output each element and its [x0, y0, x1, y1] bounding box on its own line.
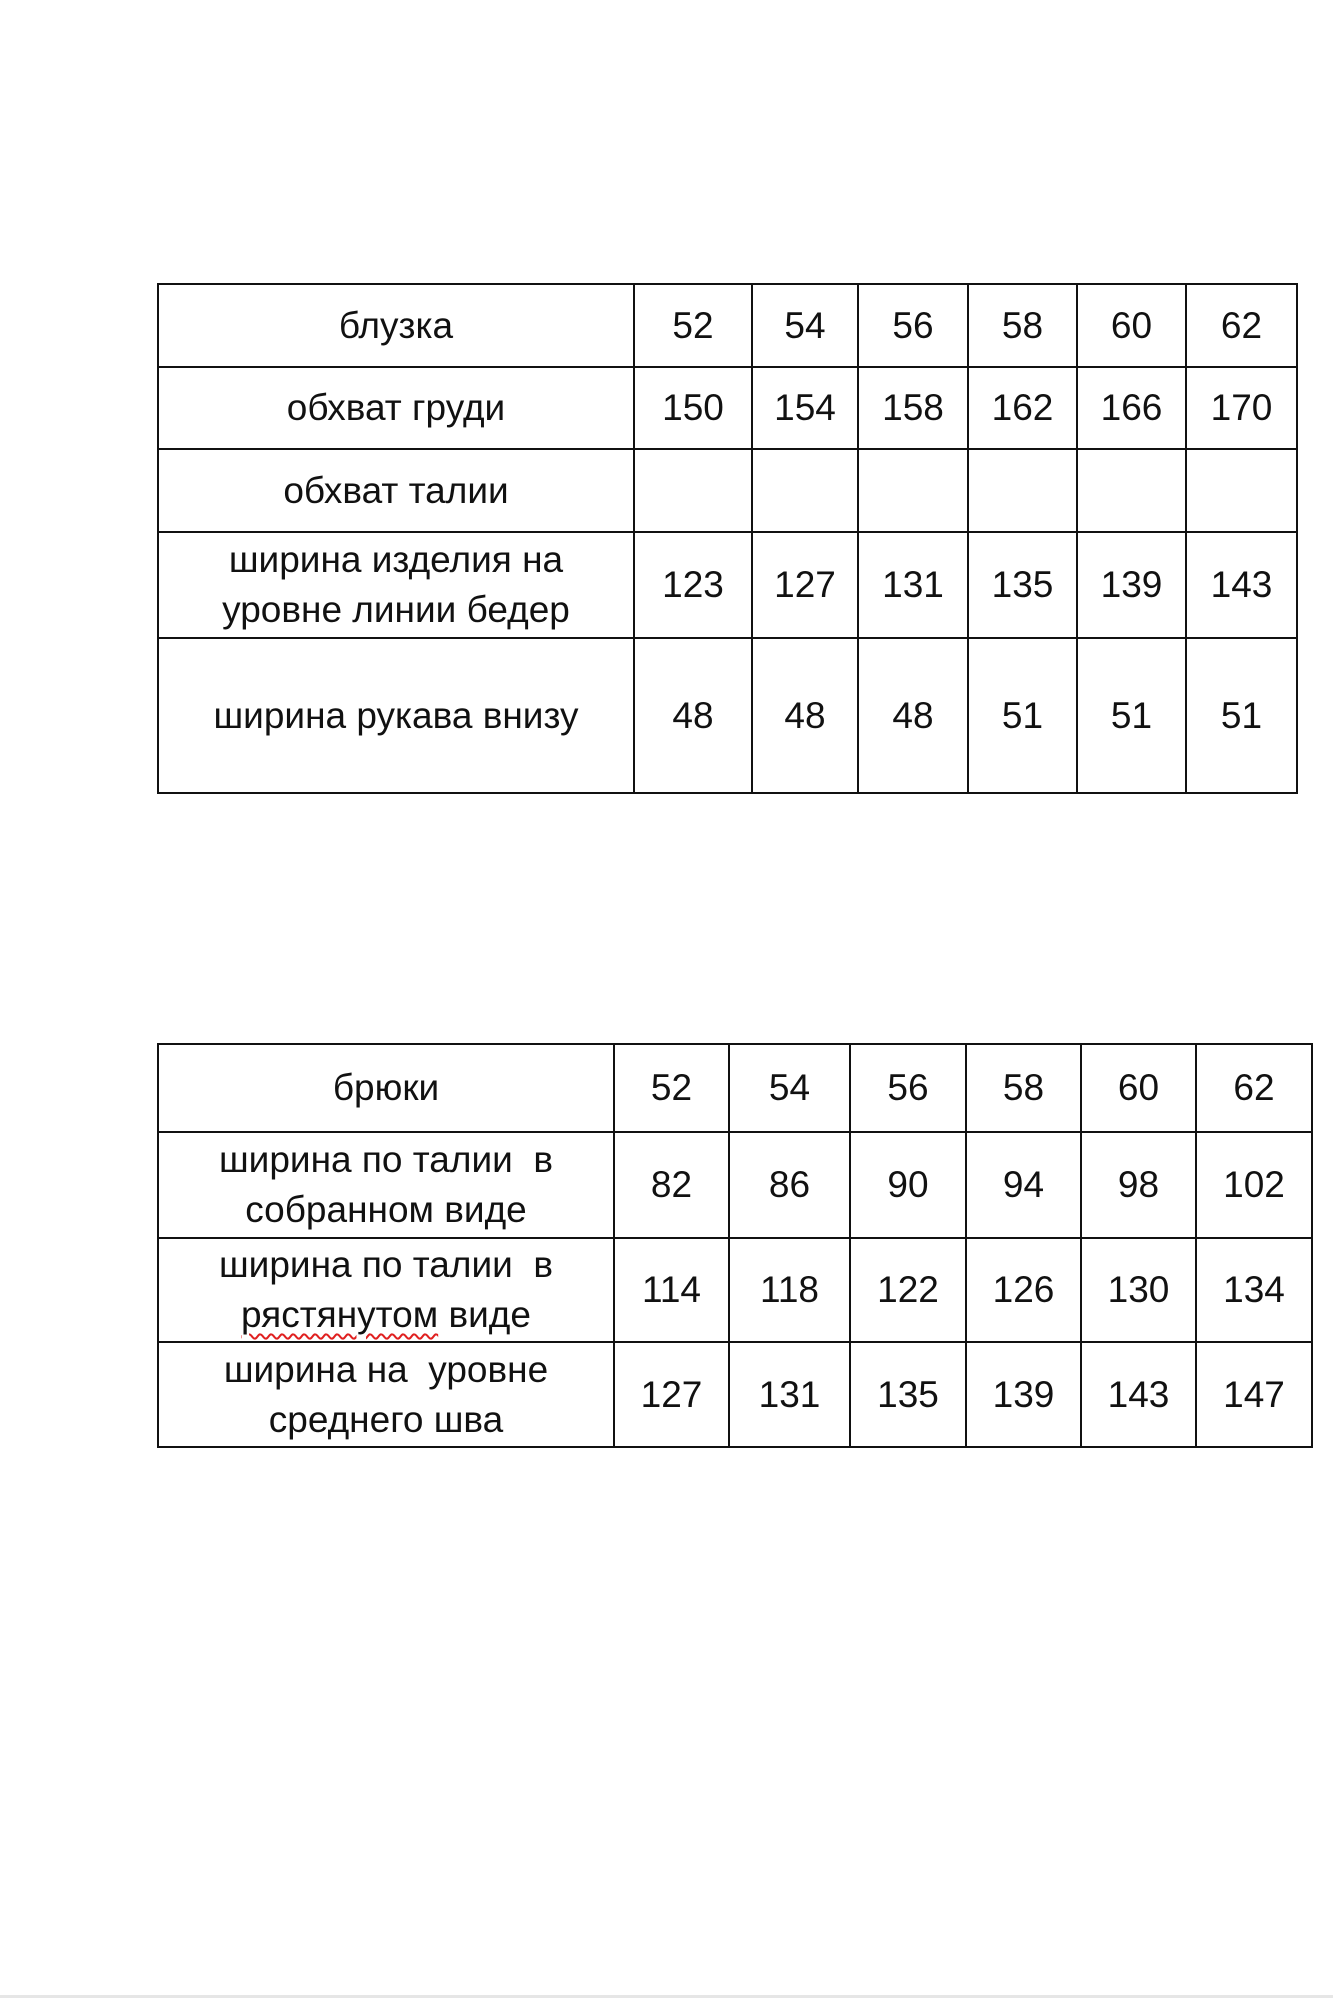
value-cell: [1186, 449, 1297, 532]
value-cell: 82: [614, 1132, 729, 1238]
row-label-line: ширина по талии в: [218, 1139, 554, 1180]
value-cell: 135: [850, 1342, 966, 1447]
row-label-cell: обхват талии: [158, 449, 634, 532]
size-header-cell: 54: [729, 1044, 850, 1132]
size-header-cell: 62: [1196, 1044, 1312, 1132]
value-cell: 51: [1186, 638, 1297, 793]
table-header-row: [158, 1044, 1312, 1132]
value-cell: 134: [1196, 1238, 1312, 1342]
size-header-cell: 62: [1186, 284, 1297, 367]
table-header-row: [158, 284, 1297, 367]
value-cell: 170: [1186, 367, 1297, 449]
value-cell: 86: [729, 1132, 850, 1238]
value-cell: [1077, 449, 1186, 532]
table-row: [158, 1132, 1312, 1238]
value-cell: 139: [966, 1342, 1081, 1447]
value-cell: [858, 449, 968, 532]
value-cell: 147: [1196, 1342, 1312, 1447]
row-label-line: ширина на уровне: [223, 1348, 549, 1390]
value-cell: [968, 449, 1077, 532]
table-row: [158, 1342, 1312, 1447]
value-cell: 51: [968, 638, 1077, 793]
table-title-cell: брюки: [158, 1044, 614, 1132]
spellcheck-underlined-word: рястянутом: [241, 1294, 439, 1335]
value-cell: 131: [858, 532, 968, 638]
row-label-line: ширина по талии в: [218, 1244, 554, 1285]
value-cell: 154: [752, 367, 858, 449]
table-row: [158, 638, 1297, 793]
value-cell: 158: [858, 367, 968, 449]
row-label-line: уровне линии бедер: [222, 589, 570, 630]
value-cell: 126: [966, 1238, 1081, 1342]
value-cell: 127: [752, 532, 858, 638]
value-cell: 48: [858, 638, 968, 793]
row-label-line: [241, 1290, 531, 1340]
value-cell: 48: [634, 638, 752, 793]
value-cell: 122: [850, 1238, 966, 1342]
value-cell: 118: [729, 1238, 850, 1342]
value-cell: 48: [752, 638, 858, 793]
table-row: [158, 532, 1297, 638]
row-label-cell: ширина рукава внизу: [158, 638, 634, 793]
row-label-cell: обхват груди: [158, 367, 634, 449]
row-label-cell: [158, 1132, 614, 1238]
page-bottom-border: [0, 1995, 1333, 1998]
value-cell: 150: [634, 367, 752, 449]
value-cell: 130: [1081, 1238, 1196, 1342]
table-title-cell: блузка: [158, 284, 634, 367]
value-cell: 166: [1077, 367, 1186, 449]
row-label-cell: [158, 1342, 614, 1447]
blouse-size-table: [157, 283, 1298, 794]
value-cell: 127: [614, 1342, 729, 1447]
size-header-cell: 56: [850, 1044, 966, 1132]
value-cell: 143: [1186, 532, 1297, 638]
value-cell: 139: [1077, 532, 1186, 638]
row-label-cell: [158, 532, 634, 638]
size-header-cell: 60: [1077, 284, 1186, 367]
value-cell: 135: [968, 532, 1077, 638]
size-header-cell: 54: [752, 284, 858, 367]
size-header-cell: 58: [966, 1044, 1081, 1132]
table-row: [158, 367, 1297, 449]
value-cell: 131: [729, 1342, 850, 1447]
size-header-cell: 56: [858, 284, 968, 367]
row-label-line: среднего шва: [268, 1398, 504, 1440]
row-label-cell: [158, 1238, 614, 1342]
table-row: [158, 449, 1297, 532]
value-cell: 102: [1196, 1132, 1312, 1238]
value-cell: [634, 449, 752, 532]
row-label-line: ширина изделия на: [228, 539, 564, 580]
value-cell: 90: [850, 1132, 966, 1238]
size-header-cell: 58: [968, 284, 1077, 367]
size-header-cell: 60: [1081, 1044, 1196, 1132]
value-cell: 143: [1081, 1342, 1196, 1447]
value-cell: 162: [968, 367, 1077, 449]
value-cell: [752, 449, 858, 532]
trousers-size-table: [157, 1043, 1313, 1448]
value-cell: 123: [634, 532, 752, 638]
row-label-line: собранном виде: [245, 1189, 527, 1230]
row-label-fragment: виде: [438, 1294, 531, 1335]
value-cell: 114: [614, 1238, 729, 1342]
size-header-cell: 52: [614, 1044, 729, 1132]
value-cell: 98: [1081, 1132, 1196, 1238]
value-cell: 94: [966, 1132, 1081, 1238]
value-cell: 51: [1077, 638, 1186, 793]
table-row: [158, 1238, 1312, 1342]
size-header-cell: 52: [634, 284, 752, 367]
